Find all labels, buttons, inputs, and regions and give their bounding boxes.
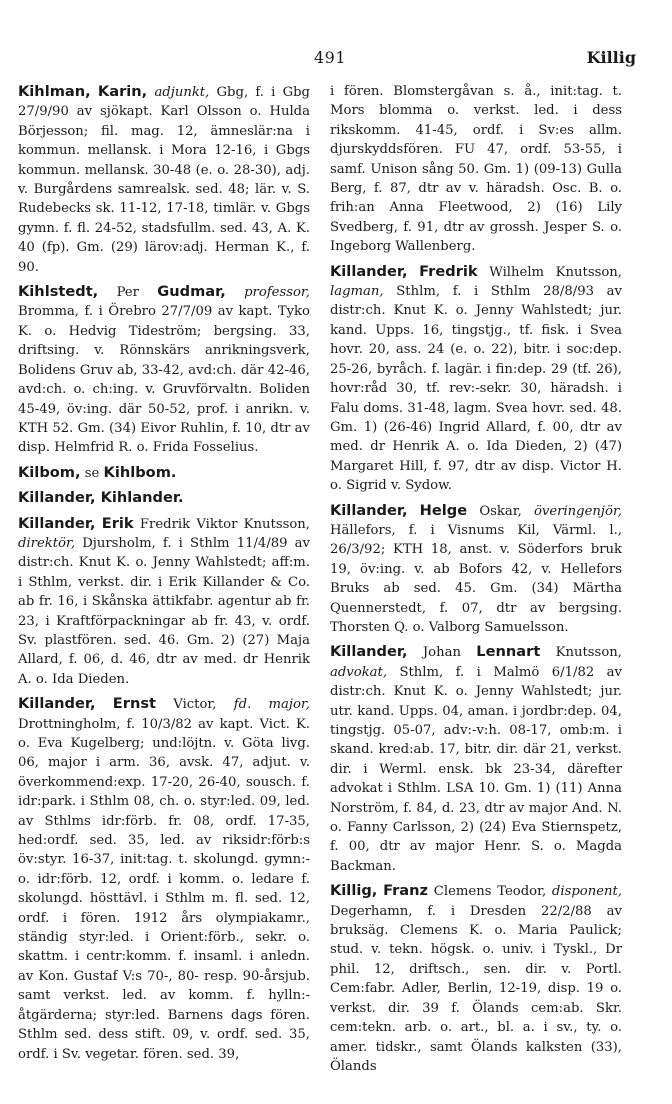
entry-given-name: Erik — [101, 514, 134, 532]
entry-killander-lennart — [330, 642, 622, 876]
entry-given-name-plain: Oskar, — [479, 503, 522, 519]
entry-text: Djursholm, f. i Sthlm 11/4/89 av distr:ch. Knut K. o. Jenny Wahlstedt; aff:m. i Sthlm, verkst. dir. i Erik Killander & Co. ab fr. 16, i Skånska ättikfabr. agentur ab fr. 23, i Kraftförpackningar ab fr. 43, v. ordf. Sv. plastfören. sed. 46. Gm. 2) (27) Maja Allard, f. 06, d. 46, dtr av med. dr Henrik A. o. Ida Dieden. — [18, 535, 310, 687]
entry-surname: Killander, — [330, 501, 408, 519]
entry-title: professor, — [244, 285, 310, 301]
entry-surname: Killander, — [330, 643, 408, 661]
entry-continuation — [330, 82, 622, 257]
entry-title: direktör, — [18, 535, 76, 551]
entry-given-name: Fredrik — [419, 262, 478, 280]
entry-surname: Kilbom, — [18, 463, 81, 481]
entry-kihlman-karin — [18, 82, 310, 277]
entry-given-name-plain: Wilhelm Knutsson, — [489, 264, 622, 280]
running-head: Killig — [586, 48, 636, 67]
entry-title: adjunkt, — [154, 85, 210, 100]
entry-surname: Kihlstedt, — [18, 283, 99, 301]
page-number: 491 — [313, 48, 347, 67]
entry-killander-fredrik — [330, 262, 622, 496]
entry-xref-word: se — [84, 465, 100, 481]
entry-given-name-plain: Knutsson, — [555, 645, 622, 661]
entry-title: överingenjör, — [533, 503, 622, 519]
entry-title: fd. major, — [233, 697, 310, 713]
entry-text: Degerhamn, f. i Dresden 22/2/88 av bruksäg. Clemens K. o. Maria Paulick; stud. v. tekn. högsk. o. univ. i Tyskl., Dr phil. 12, driftsch., sen. dir. v. Portl. Cem:fabr. Adler, Berlin, 12-19, disp. 19 o. verkst. dir. 39 f. Ölands cem:ab. Skr. cem:tekn. arb. o. art., bl. a. i sv., ty. o. amer. tidskr., samt Ölands kalksten (33), Ölands — [330, 903, 622, 1074]
entry-title: advokat, — [330, 664, 388, 680]
entry-given-name-plain: Clemens Teodor, — [433, 884, 547, 900]
entry-killander-erik — [18, 514, 310, 690]
entry-surname: Killig, — [330, 882, 378, 900]
entry-text: Hällefors, f. i Visnums Kil, Värml. l., 26/3/92; KTH 18, anst. v. Söderfors bruk 19, öv:ing. v. ab Bofors 42, v. Hellefors Bruks ab sed. 45. Gm. (34) Märtha Quennerstedt, f. 07, dtr av bergsing. Thorsten Q. o. Valborg Samuelsson. — [330, 522, 622, 635]
entry-text: Bromma, f. i Örebro 27/7/09 av kapt. Tyko K. o. Hedvig Tideström; bergsing. 33, driftsing. v. Rönnskärs anrikningsverk, Bolidens Gruv ab, 33-42, avd:ch. där 42-46, avd:ch. o. ch:ing. v. Gruvförvaltn. Boliden 45-49, öv:ing. där 50-52, prof. i anrikn. v. KTH 52. Gm. (34) Eivor Ruhlin, f. 10, dtr av disp. Helmfrid R. o. Frida Fosselius. — [18, 304, 310, 456]
entry-given-name-plain: Johan — [422, 645, 461, 661]
entry-given-name: Franz — [383, 882, 429, 900]
left-column — [18, 82, 310, 1069]
entry-killander-helge — [330, 501, 622, 638]
entry-given-name-plain: Per — [116, 285, 139, 301]
entry-given-name: Ernst — [112, 695, 156, 713]
entry-given-name: Lennart — [476, 643, 541, 661]
entry-text: i fören. Blomstergåvan s. å., init:tag. t. Mors blomma o. verkst. led. i dess rikskomm. 41-45, ordf. i Sv:es allm. djurskyddsfören. FU 47, ordf. 53-55, i samf. Unison sång 50. Gm. 1) (09-13) Gulla Berg, f. 87, dtr av v. häradsh. Osc. B. o. frih:an Anna Fleetwood, 2) (16) Lily Svedberg, f. 91, dtr av grossh. Jesper S. o. Ingeborg Wallenberg. — [330, 84, 622, 255]
entry-title: disponent, — [551, 884, 622, 900]
entry-killander-ernst — [18, 694, 310, 1064]
entry-text: Gbg, f. i Gbg 27/9/90 av sjökapt. Karl Olsson o. Hulda Börjesson; fil. mag. 12, ämneslär:na i kommun. mellansk. i Mora 12-16, i Gbgs kommun. mellansk. 30-48 (e. o. 28-30), adj. v. Burgårdens samrealsk. sed. 48; lär. v. S. Rudebecks sk. 11-12, 17-18, timlär. v. Gbgs gymn. f. fl. 24-52, stadsfullm. sed. 43, A. K. 40 (fp). Gm. (29) lärov:adj. Herman K., f. 90. — [18, 85, 310, 275]
entry-text: Drottningholm, f. 10/3/82 av kapt. Vict. K. o. Eva Kugelberg; und:löjtn. v. Göta livg. 06, major i arm. 36, avsk. 47, adjut. v. överkommend:exp. 17-20, 26-40, sousch. f. idr:park. i Sthlm 08, ch. o. styr:led. 09, led. av Sthlms idr:förb. fr. 08, ordf. 17-35, hed:ordf. sed. 35, led. av riksidr:förb:s öv:styr. 16-37, init:tag. t. skolungd. gymn:- o. idr:förb. 12, ordf. i komm. o. ledare f. skolungd. hösttävl. i Sthlm m. fl. sed. 12, ordf. i fören. 1912 års olympiakamr., ständig styr:led. i Orient:förb., sekr. o. skattm. i centr:komm. f. insaml. i anledn. av Kon. Gustaf V:s 70-, 80- resp. 90-årsjub. samt verkst. led. av komm. f. hylln:-åtgärderna; styr:led. Barnens dags fören. Sthlm sed. dess stift. 09, v. ordf. sed. 35, ordf. i Sv. vegetar. fören. sed. 39, — [18, 716, 310, 1062]
entry-kilbom-xref — [18, 463, 310, 483]
entry-given-name: Gudmar, — [157, 283, 226, 301]
entry-text: Sthlm, f. i Malmö 6/1/82 av distr:ch. Knut K. o. Jenny Wahlstedt; jur. utr. kand. Upps. 04, aman. i jordbr:dep. 04, tingstjg. 05-07, adv:-v:h. 08-17, omb:m. i skand. kred:ab. 17, bitr. dir. där 21, verkst. dir. i Werml. ensk. bk 23-34, därefter advokat i Sthlm. LSA 10. Gm. 1) (11) Anna Norström, f. 84, d. 23, dtr av major And. N. o. Fanny Carlsson, 2) (24) Eva Stiernspetz, f. 00, dtr av major Henr. S. o. Magda Backman. — [330, 664, 622, 874]
entry-surname: Killander, Kihlander. — [18, 489, 184, 507]
entry-killig-franz — [330, 881, 622, 1076]
entry-xref-target: Kihlbom. — [103, 463, 177, 481]
entry-text: Sthlm, f. i Sthlm 28/8/93 av distr:ch. Knut K. o. Jenny Wahlstedt; jur. kand. Upps. 16, tingstjg., tf. fisk. i Svea hovr. 20, ass. 24 (e. o. 22), bitr. i soc:dep. 25-26, byråch. f. lagär. i fin:dep. 29 (tf. 26), hovr:råd 30, tf. rev:-sekr. 30, häradsh. i Falu doms. 31-48, lagm. Svea hovr. sed. 48. Gm. 1) (26-46) Ingrid Allard, f. 00, dtr av med. dr Henrik A. o. Ida Dieden, 2) (47) Margaret Hill, f. 97, dtr av disp. Victor H. o. Sigrid v. Sydow. — [330, 284, 622, 494]
entry-title: lagman, — [330, 284, 384, 300]
entry-kihlstedt-gudmar — [18, 282, 310, 458]
entry-surname: Killander, — [18, 514, 96, 532]
entry-surname: Kihlman, — [18, 83, 91, 100]
entry-surname: Killander, — [18, 695, 96, 713]
right-column — [330, 82, 622, 1081]
entry-given-name: Karin, — [97, 83, 148, 100]
page-header — [24, 48, 636, 74]
entry-surname: Killander, — [330, 262, 408, 280]
entry-given-name-plain: Fredrik Viktor Knutsson, — [139, 516, 310, 532]
entry-given-name: Helge — [419, 501, 468, 519]
entry-killander-family — [18, 488, 310, 508]
entry-given-name-plain: Victor, — [173, 697, 217, 713]
